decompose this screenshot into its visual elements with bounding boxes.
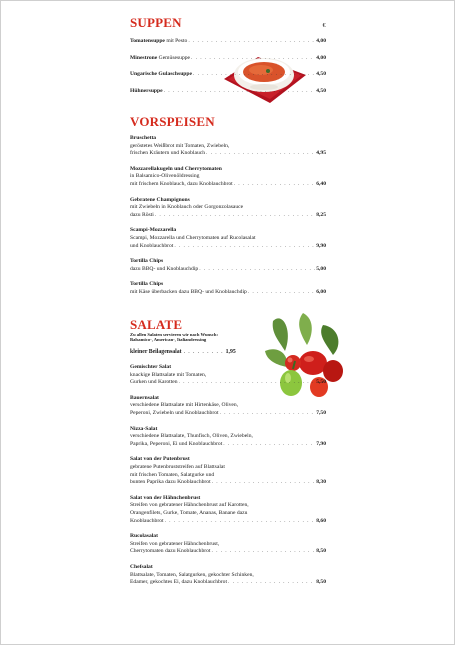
menu-item xyxy=(130,395,326,418)
menu-item-price: 4,50 xyxy=(316,87,326,94)
menu-item xyxy=(130,456,326,486)
beilagensalat-row: kleiner Beilagensalat . . . 1,95 xyxy=(130,349,326,355)
menu-item xyxy=(130,88,326,105)
dot-leader xyxy=(188,38,315,46)
menu-item-name: Salat von der Hähnchenbrust xyxy=(130,494,201,501)
menu-item-desc: mit Käse überbacken dazu BBQ- und Knoblauchdip xyxy=(130,288,247,295)
menu-item-desc: Gurken und Karotten xyxy=(130,379,178,386)
menu-item-desc: mit Zwiebeln in Knoblauch oder Gorgonzolasauce xyxy=(130,204,244,211)
dot-leader xyxy=(234,181,316,189)
menu-item-desc: knackige Blattsalate mit Tomaten, xyxy=(130,371,207,378)
menu-item-price: 7,50 xyxy=(316,410,326,417)
menu-item xyxy=(130,281,326,296)
menu-item-desc: Streifen von gebratener Hähnchenbrust auf Karotten, xyxy=(130,502,249,509)
menu-item-desc: bunten Paprika dazu Knoblauchbrot xyxy=(130,479,211,486)
dot-leader xyxy=(179,379,316,387)
dot-leader xyxy=(155,212,315,220)
menu-item-desc: geröstetes Weißbrot mit Tomaten, Zwiebeln, xyxy=(130,142,230,149)
menu-item xyxy=(130,71,326,88)
menu-item-price: 7,90 xyxy=(316,440,326,447)
menu-item xyxy=(130,258,326,273)
menu-item xyxy=(130,495,326,525)
menu-item xyxy=(130,364,326,387)
dot-leader xyxy=(212,479,316,487)
menu-item-name: Bauernsalat xyxy=(130,394,159,401)
menu-item-desc: Scampi, Mozzarella und Cherrytomaten auf Rucolasalat xyxy=(130,234,256,241)
menu-content xyxy=(130,15,326,595)
section-title-suppen: SUPPEN € xyxy=(130,15,326,30)
menu-item-price: 8,30 xyxy=(316,479,326,486)
menu-item-last-line xyxy=(130,212,326,220)
currency-symbol: € xyxy=(322,22,326,29)
menu-item-desc: gebratene Putenbruststreifen auf Blattsalat xyxy=(130,464,225,471)
menu-item-desc: frischen Kräutern und Knoblauch xyxy=(130,150,206,157)
menu-item xyxy=(130,166,326,189)
menu-item-name: Gemischter Salat xyxy=(130,364,172,371)
menu-item-name: Scampi-Mozzarella xyxy=(130,227,177,234)
menu-item-desc: verschiedene Blattsalate mit Hirtenkäse, Oliven, xyxy=(130,402,239,409)
menu-item-last-line xyxy=(130,289,326,297)
dot-leader xyxy=(193,71,315,79)
suppen-list xyxy=(130,38,326,104)
dot-leader xyxy=(199,266,315,274)
dot-leader xyxy=(211,548,315,556)
dot-leader xyxy=(248,289,315,297)
menu-item-last-line xyxy=(130,441,326,449)
menu-item-price: 5,00 xyxy=(316,265,326,272)
menu-item-name: Gebratene Champignons xyxy=(130,196,190,203)
dot-leader xyxy=(164,88,316,96)
dot-leader xyxy=(220,410,316,418)
menu-item-price: 6,00 xyxy=(316,288,326,295)
menu-item-last-line xyxy=(130,410,326,418)
menu-item-last-line xyxy=(130,579,326,587)
menu-item-name: Nizza-Salat xyxy=(130,425,158,432)
menu-item xyxy=(130,38,326,55)
menu-item-desc: Peperoni, Zwiebeln und Knoblauchbrot xyxy=(130,410,219,417)
vorspeisen-list xyxy=(130,135,326,297)
menu-item-name: Bruschetta xyxy=(130,135,157,141)
menu-item-desc: Streifen von gebratener Hähnchenbrust, xyxy=(130,540,220,547)
menu-item-desc: dazu BBQ- und Knoblauchdip xyxy=(130,265,199,272)
menu-item-name: Hühnersuppe xyxy=(130,87,163,94)
menu-item-price: 6,40 xyxy=(316,180,326,187)
menu-item xyxy=(130,564,326,587)
menu-item xyxy=(130,55,326,72)
menu-item-desc: mit Pesto xyxy=(164,38,188,44)
menu-item-name: Salat von der Putenbrust xyxy=(130,456,190,463)
menu-item-name: Rucolasalat xyxy=(130,533,158,540)
dot-leader xyxy=(165,518,316,526)
dot-leader xyxy=(191,55,315,63)
menu-item-desc: Gemüsesuppe xyxy=(157,54,191,61)
menu-item-last-line xyxy=(130,266,326,274)
menu-item-desc: in Balsamico-Olivenöldressing xyxy=(130,173,200,180)
section-title-vorspeisen: VORSPEISEN xyxy=(130,114,215,129)
salate-list xyxy=(130,364,326,587)
menu-item-price: 8,50 xyxy=(316,548,326,555)
menu-item-price: 8,60 xyxy=(316,517,326,524)
menu-item-name: Mozzarellakugeln und Cherrytomaten xyxy=(130,165,222,172)
menu-item-desc: Knoblauchbrot xyxy=(130,517,164,524)
menu-item-last-line xyxy=(130,243,326,251)
menu-item xyxy=(130,197,326,220)
menu-item-desc: Orangenfilets, Gurke, Tomate, Ananas, Banane dazu xyxy=(130,510,248,516)
menu-item-name: Tomatensuppe xyxy=(130,38,165,44)
menu-item-price: 4,50 xyxy=(316,71,326,77)
menu-item-last-line xyxy=(130,181,326,189)
menu-item-desc: mit frischem Knoblauch, dazu Knoblauchbrot xyxy=(130,180,233,187)
menu-item-desc: Paprika, Peperoni, Ei und Knoblauchbrot xyxy=(130,440,223,447)
dot-leader xyxy=(228,579,315,587)
menu-item-desc: mit frischen Tomaten, Salatgurke und xyxy=(130,471,215,478)
menu-item-price: 4,95 xyxy=(316,150,326,157)
menu-item-last-line xyxy=(130,548,326,556)
menu-item-price: 8,25 xyxy=(316,211,326,218)
menu-item-last-line xyxy=(130,379,326,387)
menu-item xyxy=(130,426,326,449)
menu-item-name: Chefsalat xyxy=(130,563,153,570)
menu-item-desc: Edamer, gekochtes Ei, dazu Knoblauchbrot xyxy=(130,579,228,586)
menu-item-desc: dazu Rösti xyxy=(130,211,154,218)
dot-leader xyxy=(206,150,315,158)
menu-item-text xyxy=(130,71,192,79)
menu-item-name: Tortilla Chips xyxy=(130,281,164,288)
menu-item-price: 8,50 xyxy=(316,579,326,586)
menu-item-text xyxy=(130,88,163,96)
menu-item-text xyxy=(130,55,190,63)
menu-item-desc: Cherrytomaten dazu Knoblauchbrot xyxy=(130,548,211,555)
menu-item-name: Ungarische Gulaschsuppe xyxy=(130,71,193,77)
menu-item-name: Minestrone xyxy=(130,54,158,61)
dot-leader xyxy=(174,243,315,251)
menu-item-price: 5,50 xyxy=(316,379,326,386)
menu-item-name: Tortilla Chips xyxy=(130,258,164,265)
menu-item-price: 4,00 xyxy=(316,54,326,61)
dressing-note: Zu allen Salaten servieren wir nach Wunsch: Balsamico-, American-, Italiandressing xyxy=(130,331,218,343)
section-title-salate: SALATE xyxy=(130,316,183,332)
menu-item xyxy=(130,227,326,250)
menu-item-price: 4,00 xyxy=(316,38,326,44)
menu-item-last-line xyxy=(130,150,326,158)
menu-item xyxy=(130,135,326,158)
menu-item-text xyxy=(130,38,187,46)
menu-item-desc: verschiedene Blattsalate, Thunfisch, Oliven, Zwiebeln, xyxy=(130,433,253,440)
menu-item xyxy=(130,533,326,556)
menu-item-desc: und Knoblauchbrot xyxy=(130,242,174,249)
menu-item-desc: Blattsalate, Tomaten, Salatgurken, gekochter Schinken, xyxy=(130,571,254,578)
menu-item-price: 9,90 xyxy=(316,242,326,249)
dot-leader xyxy=(223,441,315,449)
menu-item-last-line xyxy=(130,479,326,487)
menu-item-last-line xyxy=(130,518,326,526)
